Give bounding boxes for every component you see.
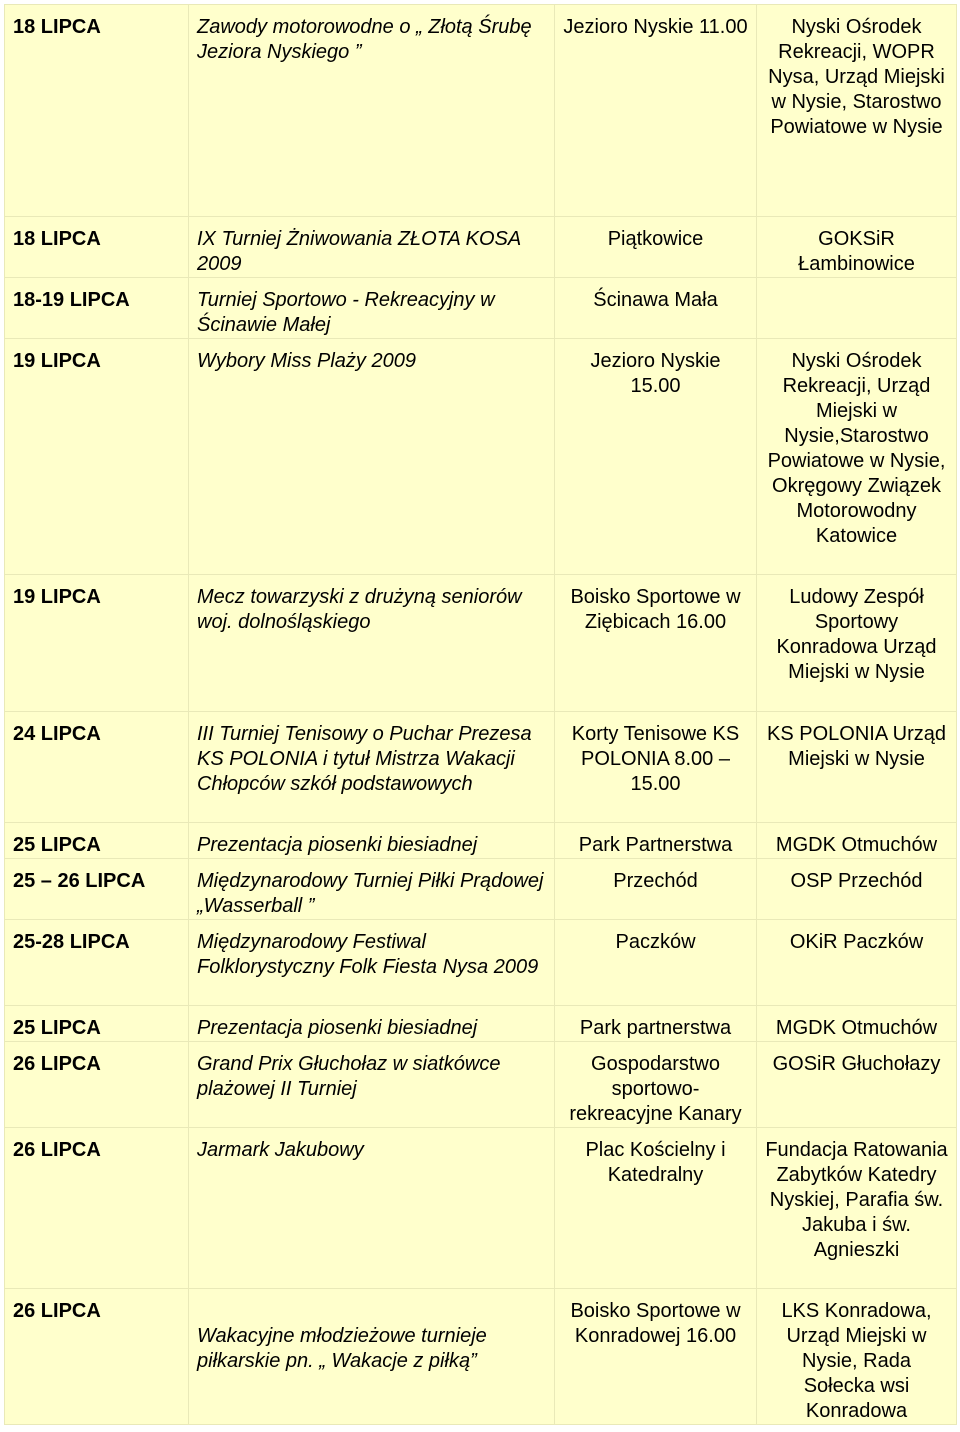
event-title: Zawody motorowodne o „ Złotą Śrubę Jeziora Nyskiego ” <box>189 5 555 217</box>
event-organizer: Fundacja Ratowania Zabytków Katedry Nyskiej, Parafia św. Jakuba i św. Agnieszki <box>757 1128 957 1289</box>
event-date: 26 LIPCA <box>5 1042 189 1128</box>
event-date: 25-28 LIPCA <box>5 920 189 1006</box>
table-row <box>5 5 957 217</box>
event-organizer: OKiR Paczków <box>757 920 957 1006</box>
table-row <box>5 1042 957 1128</box>
table-row <box>5 217 957 278</box>
event-date: 18 LIPCA <box>5 217 189 278</box>
table-row <box>5 278 957 339</box>
event-date: 25 LIPCA <box>5 823 189 859</box>
event-place: Boisko Sportowe w Ziębicach 16.00 <box>555 575 757 712</box>
table-row <box>5 859 957 920</box>
event-date: 25 LIPCA <box>5 1006 189 1042</box>
event-title: Wakacyjne młodzieżowe turnieje piłkarskie pn. „ Wakacje z piłką” <box>189 1289 555 1425</box>
event-date: 18-19 LIPCA <box>5 278 189 339</box>
event-date: 26 LIPCA <box>5 1289 189 1425</box>
table-row <box>5 712 957 823</box>
event-title: Prezentacja piosenki biesiadnej <box>189 823 555 859</box>
table-row <box>5 575 957 712</box>
event-title: Jarmark Jakubowy <box>189 1128 555 1289</box>
event-place: Park Partnerstwa <box>555 823 757 859</box>
events-table <box>4 4 957 1425</box>
table-row <box>5 1289 957 1425</box>
event-organizer <box>757 278 957 339</box>
event-date: 19 LIPCA <box>5 339 189 575</box>
event-organizer: Ludowy Zespół Sportowy Konradowa Urząd Miejski w Nysie <box>757 575 957 712</box>
event-title: Turniej Sportowo - Rekreacyjny w Ścinawie Małej <box>189 278 555 339</box>
event-place: Gospodarstwo sportowo-rekreacyjne Kanary <box>555 1042 757 1128</box>
event-place: Ścinawa Mała <box>555 278 757 339</box>
event-organizer: MGDK Otmuchów <box>757 1006 957 1042</box>
event-date: 19 LIPCA <box>5 575 189 712</box>
event-organizer: GOKSiR Łambinowice <box>757 217 957 278</box>
event-place: Park partnerstwa <box>555 1006 757 1042</box>
event-organizer: KS POLONIA Urząd Miejski w Nysie <box>757 712 957 823</box>
event-place: Przechód <box>555 859 757 920</box>
event-organizer: MGDK Otmuchów <box>757 823 957 859</box>
table-row <box>5 920 957 1006</box>
event-place: Jezioro Nyskie 11.00 <box>555 5 757 217</box>
event-title: Międzynarodowy Turniej Piłki Prądowej „Wasserball ” <box>189 859 555 920</box>
event-organizer: Nyski Ośrodek Rekreacji, WOPR Nysa, Urząd Miejski w Nysie, Starostwo Powiatowe w Nysie <box>757 5 957 217</box>
table-row <box>5 1006 957 1042</box>
event-title: IX Turniej Żniwowania ZŁOTA KOSA 2009 <box>189 217 555 278</box>
event-organizer: LKS Konradowa, Urząd Miejski w Nysie, Rada Sołecka wsi Konradowa <box>757 1289 957 1425</box>
event-title: Grand Prix Głuchołaz w siatkówce plażowej II Turniej <box>189 1042 555 1128</box>
event-title: Prezentacja piosenki biesiadnej <box>189 1006 555 1042</box>
event-organizer: GOSiR Głuchołazy <box>757 1042 957 1128</box>
event-place: Plac Kościelny i Katedralny <box>555 1128 757 1289</box>
event-date: 26 LIPCA <box>5 1128 189 1289</box>
event-title: Mecz towarzyski z drużyną seniorów woj. dolnośląskiego <box>189 575 555 712</box>
event-date: 25 – 26 LIPCA <box>5 859 189 920</box>
event-place: Piątkowice <box>555 217 757 278</box>
table-row <box>5 823 957 859</box>
event-place: Paczków <box>555 920 757 1006</box>
event-organizer: OSP Przechód <box>757 859 957 920</box>
table-row <box>5 339 957 575</box>
table-row <box>5 1128 957 1289</box>
event-place: Jezioro Nyskie 15.00 <box>555 339 757 575</box>
event-place: Korty Tenisowe KS POLONIA 8.00 – 15.00 <box>555 712 757 823</box>
event-place: Boisko Sportowe w Konradowej 16.00 <box>555 1289 757 1425</box>
event-title: Międzynarodowy Festiwal Folklorystyczny Folk Fiesta Nysa 2009 <box>189 920 555 1006</box>
event-title: III Turniej Tenisowy o Puchar Prezesa KS POLONIA i tytuł Mistrza Wakacji Chłopców szkół podstawowych <box>189 712 555 823</box>
event-title: Wybory Miss Plaży 2009 <box>189 339 555 575</box>
event-date: 18 LIPCA <box>5 5 189 217</box>
event-organizer: Nyski Ośrodek Rekreacji, Urząd Miejski w Nysie,Starostwo Powiatowe w Nysie, Okręgowy Związek Motorowodny Katowice <box>757 339 957 575</box>
event-date: 24 LIPCA <box>5 712 189 823</box>
